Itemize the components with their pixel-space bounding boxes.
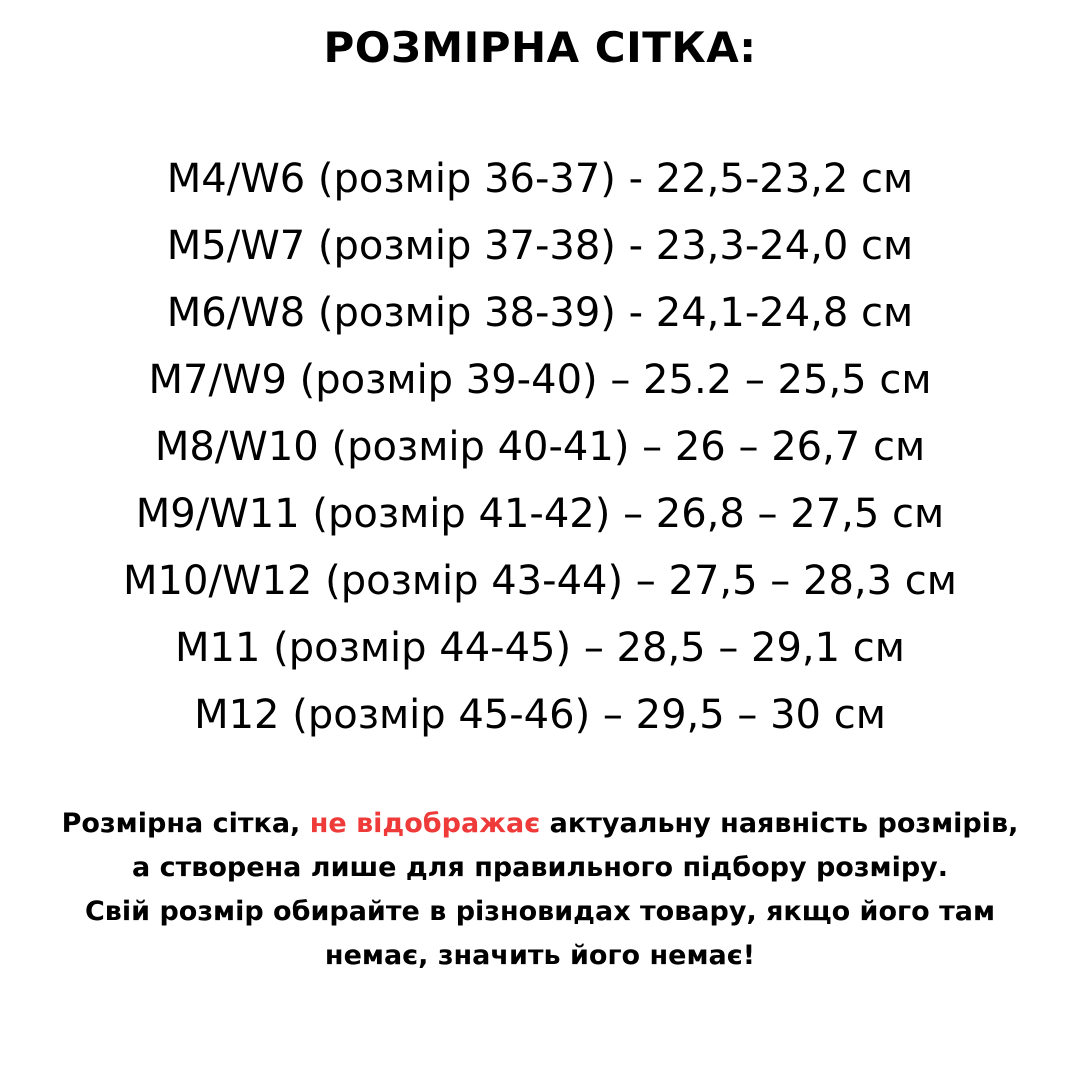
note-highlight: не відображає xyxy=(309,808,541,839)
size-line: M9/W11 (розмір 41-42) – 26,8 – 27,5 см xyxy=(135,491,945,537)
availability-note xyxy=(0,802,1080,978)
size-line: M7/W9 (розмір 39-40) – 25.2 – 25,5 см xyxy=(148,357,932,403)
size-line: M4/W6 (розмір 36-37) - 22,5-23,2 см xyxy=(166,156,914,202)
size-line: M12 (розмір 45-46) – 29,5 – 30 см xyxy=(194,692,886,738)
size-list xyxy=(0,146,1080,749)
page-title: РОЗМІРНА СІТКА: xyxy=(323,23,757,72)
size-line: M11 (розмір 44-45) – 28,5 – 29,1 см xyxy=(175,625,905,671)
size-line: M8/W10 (розмір 40-41) – 26 – 26,7 см xyxy=(154,424,926,470)
size-line: M10/W12 (розмір 43-44) – 27,5 – 28,3 см xyxy=(123,558,957,604)
note-line-2: а створена лише для правильного підбору розміру. xyxy=(131,852,949,883)
note-line-3: Свій розмір обирайте в різновидах товару, якщо його там xyxy=(84,896,996,927)
note-line-1-end: актуальну наявність розмірів, xyxy=(540,808,1019,839)
size-line: M5/W7 (розмір 37-38) - 23,3-24,0 см xyxy=(166,223,914,269)
note-line-1 xyxy=(0,802,1080,846)
note-line-1-start: Розмірна сітка, xyxy=(61,808,310,839)
note-line-4: немає, значить його немає! xyxy=(324,940,756,971)
size-line: M6/W8 (розмір 38-39) - 24,1-24,8 см xyxy=(166,290,914,336)
